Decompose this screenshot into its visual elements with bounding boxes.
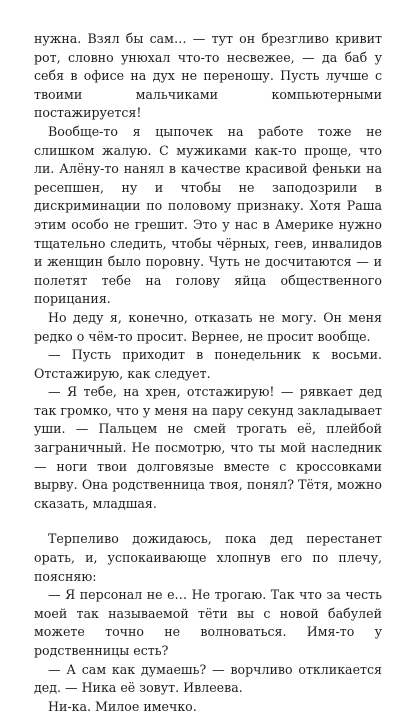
- paragraph-6: Терпеливо дожидаюсь, пока дед перестанет орать, и, успокаивающе хлопнув его по плечу, поясняю:: [34, 531, 382, 584]
- paragraph-8: — А сам как думаешь? — ворчливо откликается дед. — Ника её зовут. Ивлеева.: [34, 661, 382, 696]
- paragraph-2: Вообще-то я цыпочек на работе тоже не слишком жалую. С мужиками как-то проще, что ли. Алёну-то нанял в качестве красивой феньки на ресепшен, ну и чтобы не заподозрили в дискриминации по половому признаку. Хотя Раша этим особо не грешит. Это у нас в Америке нужно тщательно следить, чтобы чёрных, геев, инвалидов и женщин было поровну. Чуть не досчитаются — и полетят тебе на голову яйца общественного порицания.: [34, 123, 382, 307]
- paragraph-4: — Пусть приходит в понедельник к восьми. Отстажирую, как следует.: [34, 347, 382, 381]
- paragraph-9: Ни-ка. Милое имечко.: [48, 698, 197, 714]
- paragraph-5: — Я тебе, на хрен, отстажирую! — рявкает дед так громко, что у меня на пару секунд закладывает уши. — Пальцем не смей трогать её, плейбой заграничный. Не посмотрю, что ты мой наследник — ноги твои долговязые вместе с кроссовками вырву. Она родственница твоя, понял? Тётя, можно сказать, младшая.: [34, 384, 382, 511]
- section-break: [34, 513, 382, 530]
- paragraph-1: нужна. Взял бы сам… — тут он брезгливо кривит рот, словно унюхал что-то несвежее, — да баб у себя в офисе на дух не переношу. Пусть лучше с твоими мальчиками компьютерными постажируется!: [34, 31, 382, 121]
- book-page: [34, 30, 382, 716]
- paragraph-7: — Я персонал не е… Не трогаю. Так что за честь моей так называемой тёти вы с новой бабулей можете точно не волноваться. Имя-то у родственницы есть?: [34, 587, 382, 658]
- paragraph-3: Но деду я, конечно, отказать не могу. Он меня редко о чём-то просит. Вернее, не просит вообще.: [34, 309, 382, 344]
